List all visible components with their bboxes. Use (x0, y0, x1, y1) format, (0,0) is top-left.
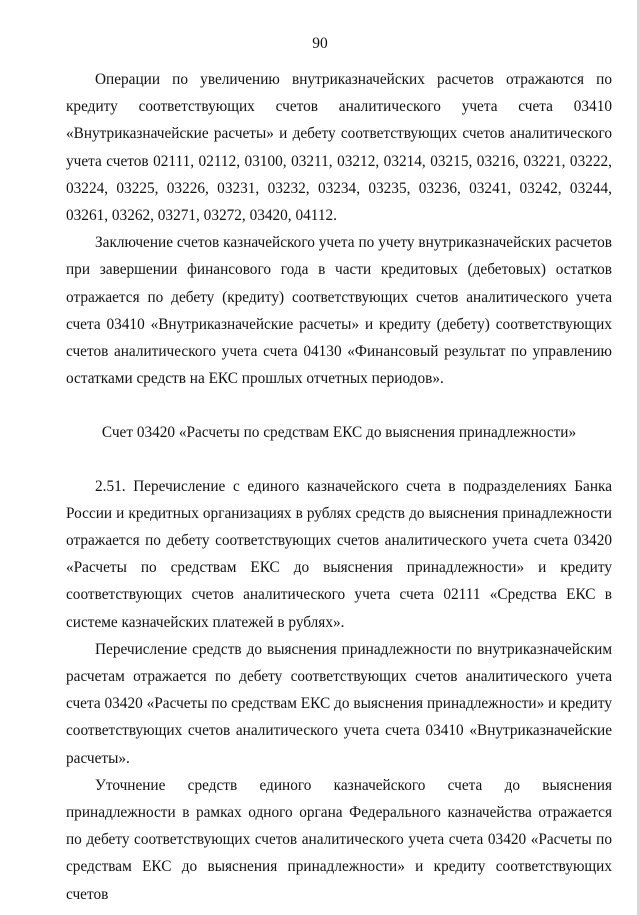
section-heading-account-03420: Счет 03420 «Расчеты по средствам ЕКС до выяснения принадлежности» (101, 424, 577, 442)
page-number: 90 (312, 35, 328, 52)
document-body (66, 66, 612, 908)
paragraph-internal-treasury-increase: Операции по увеличению внутриказначейских расчетов отражаются по кредиту соответствующих счетов аналитического учета счета 03410 «Внутриказначейские расчеты» и дебету соответствующих счетов аналитического учета счетов 02111, 02112, 03100, 03211, 03212, 03214, 03215, 03216, 03221, 03222, 03224, 03225, 03226, 03231, 03232, 03234, 03235, 03236, 03241, 03242, 03244, 03261, 03262, 03271, 03272, 03420, 04112. (66, 71, 612, 225)
paragraph-clarification: Уточнение средств единого казначейского счета до выяснения принадлежности в рамках одного органа Федерального казначейства отражается по дебету соответствующих счетов аналитического учета счета 03420 «Расчеты по средствам ЕКС до выяснения принадлежности» и кредиту соответствующих счетов (66, 776, 612, 903)
paragraph-transfer-internal: Перечисление средств до выяснения принадлежности по внутриказначейским расчетам отражается по дебету соответствующих счетов аналитического учета счета 03420 «Расчеты по средствам ЕКС до выяснения принадлежности» и кредиту соответствующих счетов аналитического учета счета 03410 «Внутриказначейские расчеты». (66, 640, 612, 767)
paragraph-2-51: 2.51. Перечисление с единого казначейского счета в подразделениях Банка России и кредитных организациях в рублях средств до выяснения принадлежности отражается по дебету соответствующих счетов аналитического учета счета 03420 «Расчеты по средствам ЕКС до выяснения принадлежности» и кредиту соответствующих счетов аналитического учета счета 02111 «Средства ЕКС в системе казначейских платежей в рублях». (66, 477, 612, 631)
paragraph-year-end-closing: Заключение счетов казначейского учета по учету внутриказначейских расчетов при завершении финансового года в части кредитовых (дебетовых) остатков отражается по дебету (кредиту) соответствующих счетов аналитического учета счета 03410 «Внутриказначейские расчеты» и кредиту (дебету) соответствующих счетов аналитического учета счета 04130 «Финансовый результат по управлению остатками средств на ЕКС прошлых отчетных периодов». (66, 234, 612, 388)
